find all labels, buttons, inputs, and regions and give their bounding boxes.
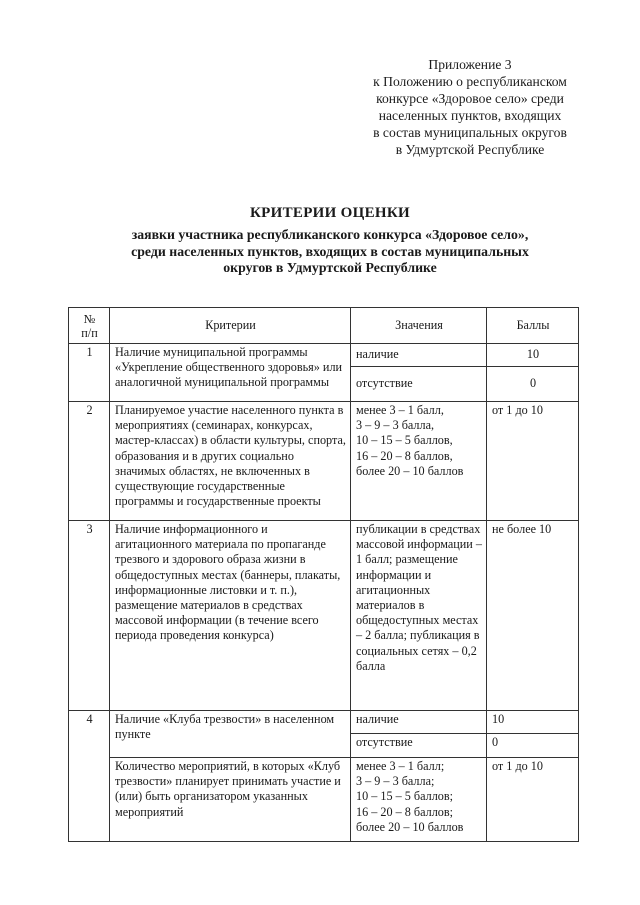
subtitle-line: округов в Удмуртской Республике bbox=[223, 260, 437, 275]
header-num: № п/п bbox=[69, 308, 110, 344]
table-row bbox=[69, 711, 579, 734]
appendix-line: населенных пунктов, входящих bbox=[378, 108, 562, 123]
table-row bbox=[69, 758, 579, 842]
appendix-line: в состав муниципальных округов bbox=[373, 125, 567, 140]
appendix-line: в Удмуртской Республике bbox=[395, 142, 545, 157]
row-number: 1 bbox=[69, 344, 110, 402]
value-cell: отсутствие bbox=[351, 734, 487, 758]
document-subtitle bbox=[60, 227, 600, 277]
table-row bbox=[69, 402, 579, 521]
points-cell: 0 bbox=[487, 734, 579, 758]
value-cell: менее 3 – 1 балл, 3 – 9 – 3 балла, 10 – 15 – 5 баллов, 16 – 20 – 8 баллов, более 20 – 10 баллов bbox=[351, 402, 487, 521]
subtitle-line: заявки участника республиканского конкурса «Здоровое село», bbox=[131, 227, 529, 242]
subtitle-line: среди населенных пунктов, входящих в состав муниципальных bbox=[131, 243, 529, 259]
value-cell: менее 3 – 1 балл; 3 – 9 – 3 балла; 10 – 15 – 5 баллов; 16 – 20 – 8 баллов; более 20 – 10 баллов bbox=[351, 758, 487, 842]
criteria-table bbox=[68, 307, 579, 842]
document-title: КРИТЕРИИ ОЦЕНКИ bbox=[249, 205, 410, 221]
criteria-cell: Наличие «Клуба трезвости» в населенном пункте bbox=[110, 711, 351, 758]
appendix-line: конкурсе «Здоровое село» среди bbox=[376, 91, 564, 106]
row-number: 3 bbox=[69, 521, 110, 711]
appendix-block bbox=[345, 56, 595, 158]
value-cell: публикации в средствах массовой информации –1 балл; размещение информации и агитационных материалов в общедоступных местах – 2 балла; публикация в социальных сетях – 0,2 балла bbox=[351, 521, 487, 711]
value-cell: наличие bbox=[351, 344, 487, 367]
points-cell: от 1 до 10 bbox=[487, 758, 579, 842]
table-row bbox=[69, 344, 579, 367]
criteria-cell: Наличие информационного и агитационного материала по пропаганде трезвого и здорового образа жизни в общедоступных местах (баннеры, плакаты, информационные листовки и т. п.), размещение материалов в средствах массовой информации (в течение всего периода проведения конкурса) bbox=[110, 521, 351, 711]
criteria-cell: Планируемое участие населенного пункта в мероприятиях (семинарах, конкурсах, мастер-классах) в области культуры, спорта, образования и в других социально значимых областях, не включенных в существующие государственные программы и государственные проекты bbox=[110, 402, 351, 521]
value-cell: отсутствие bbox=[351, 367, 487, 402]
appendix-line: к Положению о республиканском bbox=[373, 74, 567, 89]
table-row bbox=[69, 521, 579, 711]
appendix-line: Приложение 3 bbox=[428, 57, 512, 72]
points-cell: 10 bbox=[487, 344, 579, 367]
points-cell: от 1 до 10 bbox=[487, 402, 579, 521]
table-header-row bbox=[69, 308, 579, 344]
points-cell: 10 bbox=[487, 711, 579, 734]
criteria-cell: Наличие муниципальной программы «Укрепление общественного здоровья» или аналогичной муниципальной программы bbox=[110, 344, 351, 402]
points-cell: не более 10 bbox=[487, 521, 579, 711]
header-criteria: Критерии bbox=[110, 308, 351, 344]
row-number: 2 bbox=[69, 402, 110, 521]
row-number: 4 bbox=[69, 711, 110, 842]
criteria-cell: Количество мероприятий, в которых «Клуб трезвости» планирует принимать участие и (или) быть организатором указанных мероприятий bbox=[110, 758, 351, 842]
header-values: Значения bbox=[351, 308, 487, 344]
points-cell: 0 bbox=[487, 367, 579, 402]
header-points: Баллы bbox=[487, 308, 579, 344]
value-cell: наличие bbox=[351, 711, 487, 734]
